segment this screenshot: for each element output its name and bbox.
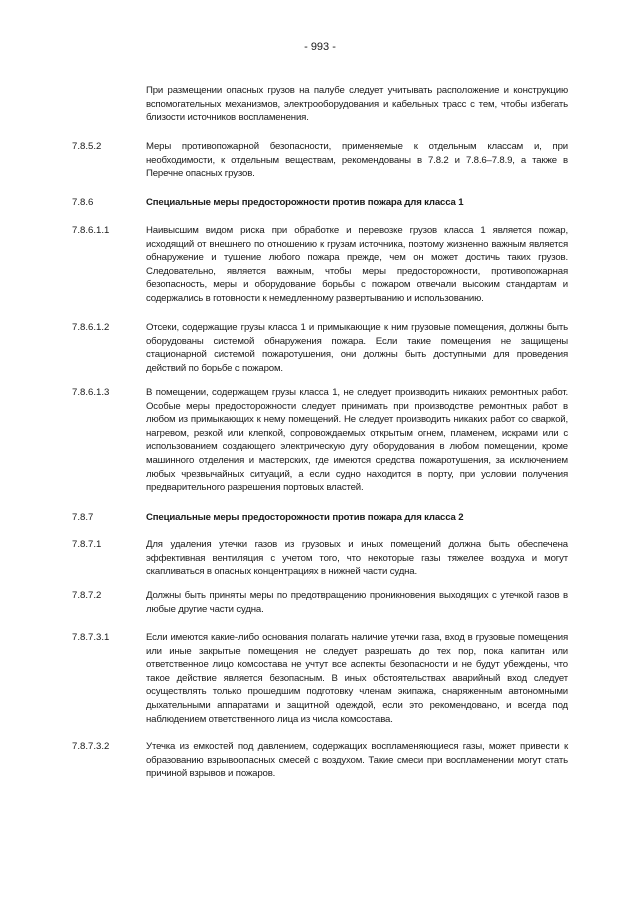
paragraph-number: 7.8.7.3.2: [72, 741, 110, 752]
paragraph-text: Для удаления утечки газов из грузовых и иных помещений должна быть обеспечена эффективная вентиляция с учетом того, что некоторые газы тяжелее воздуха и могут скапливаться в опасных концентрациях в нижней части судна.: [146, 539, 568, 578]
section-title: Специальные меры предосторожности против пожара для класса 1: [146, 197, 464, 208]
paragraph-text: В помещении, содержащем грузы класса 1, не следует производить никаких ремонтных работ. Особые меры предосторожности следует принимать при производстве ремонтных работ в любом из примыкающих к нему помещений. Не следует производить никаких работ со сваркой, нагревом, резкой или клепкой, сопровождаемых открытым огнем, пламенем, искрами или с использованием создающего электрическую дугу оборудования в любом помещении, кроме машинного отделения и мастерских, где имеются средства пожаротушения, за исключением любых чрезвычайных ситуаций, а если судно находится в порту, при условии получения предварительного разрешения портовых властей.: [146, 387, 568, 494]
paragraph-number: 7.8.7.3.1: [72, 632, 110, 643]
paragraph-text: Если имеются какие-либо основания полагать наличие утечки газа, вход в грузовые помещения или иные закрытые помещения не следует разрешать до тех пор, пока капитан или ответственное лицо комсостава не учтут все аспекты безопасности и не будут убеждены, что такое действие является безопасным. В иных обстоятельствах аварийный вход следует осуществлять только прошедшим подготовку членам экипажа, снаряженным автономными дыхательными аппаратами и защитной одеждой, если это рекомендовано, и всегда под наблюдением ответственного лица из числа комсостава.: [146, 632, 568, 725]
paragraph-number: 7.8.5.2: [72, 141, 102, 152]
section-number: 7.8.7: [72, 512, 94, 523]
paragraph-text: Должны быть приняты меры по предотвращению проникновения выходящих с утечкой газов в любые другие части судна.: [146, 590, 568, 615]
paragraph-number: 7.8.6.1.1: [72, 225, 110, 236]
paragraph-number: 7.8.6.1.2: [72, 322, 110, 333]
paragraph-text: Отсеки, содержащие грузы класса 1 и примыкающие к ним грузовые помещения, должны быть оборудованы системой обнаружения пожара. Если такие помещения не защищены стационарной системой пожаротушения, они должны быть доступными для проведения действий по борьбе с пожаром.: [146, 322, 568, 374]
section-number: 7.8.6: [72, 197, 94, 208]
paragraph-number: 7.8.7.1: [72, 539, 102, 550]
paragraph-text: При размещении опасных грузов на палубе следует учитывать расположение и конструкцию вспомогательных механизмов, электрооборудования и кабельных трасс с тем, чтобы избегать близости источников воспламенения.: [146, 85, 568, 124]
paragraph-text: Меры противопожарной безопасности, применяемые к отдельным классам и, при необходимости, к отдельным веществам, рекомендованы в 7.8.2 и 7.8.6–7.8.9, а также в Перечне опасных грузов.: [146, 141, 568, 180]
paragraph-number: 7.8.7.2: [72, 590, 102, 601]
section-title: Специальные меры предосторожности против пожара для класса 2: [146, 512, 464, 523]
page-number: - 993 -: [304, 41, 336, 53]
paragraph-number: 7.8.6.1.3: [72, 387, 110, 398]
paragraph-text: Утечка из емкостей под давлением, содержащих воспламеняющиеся газы, может привести к образованию взрывоопасных смесей с воздухом. Такие смеси при воспламенении могут стать причиной взрывов и пожаров.: [146, 741, 568, 780]
paragraph-text: Наивысшим видом риска при обработке и перевозке грузов класса 1 является пожар, исходящий от внешнего по отношению к грузам источника, поэтому жизненно важным является обнаружение и тушение любого пожара прежде, чем он может достичь таких грузов. Следовательно, является важным, чтобы меры предосторожности, противопожарная безопасность, меры и оборудование борьбы с пожаром отвечали высоким стандартам и содержались в готовности к немедленному развертыванию и использованию.: [146, 225, 568, 304]
